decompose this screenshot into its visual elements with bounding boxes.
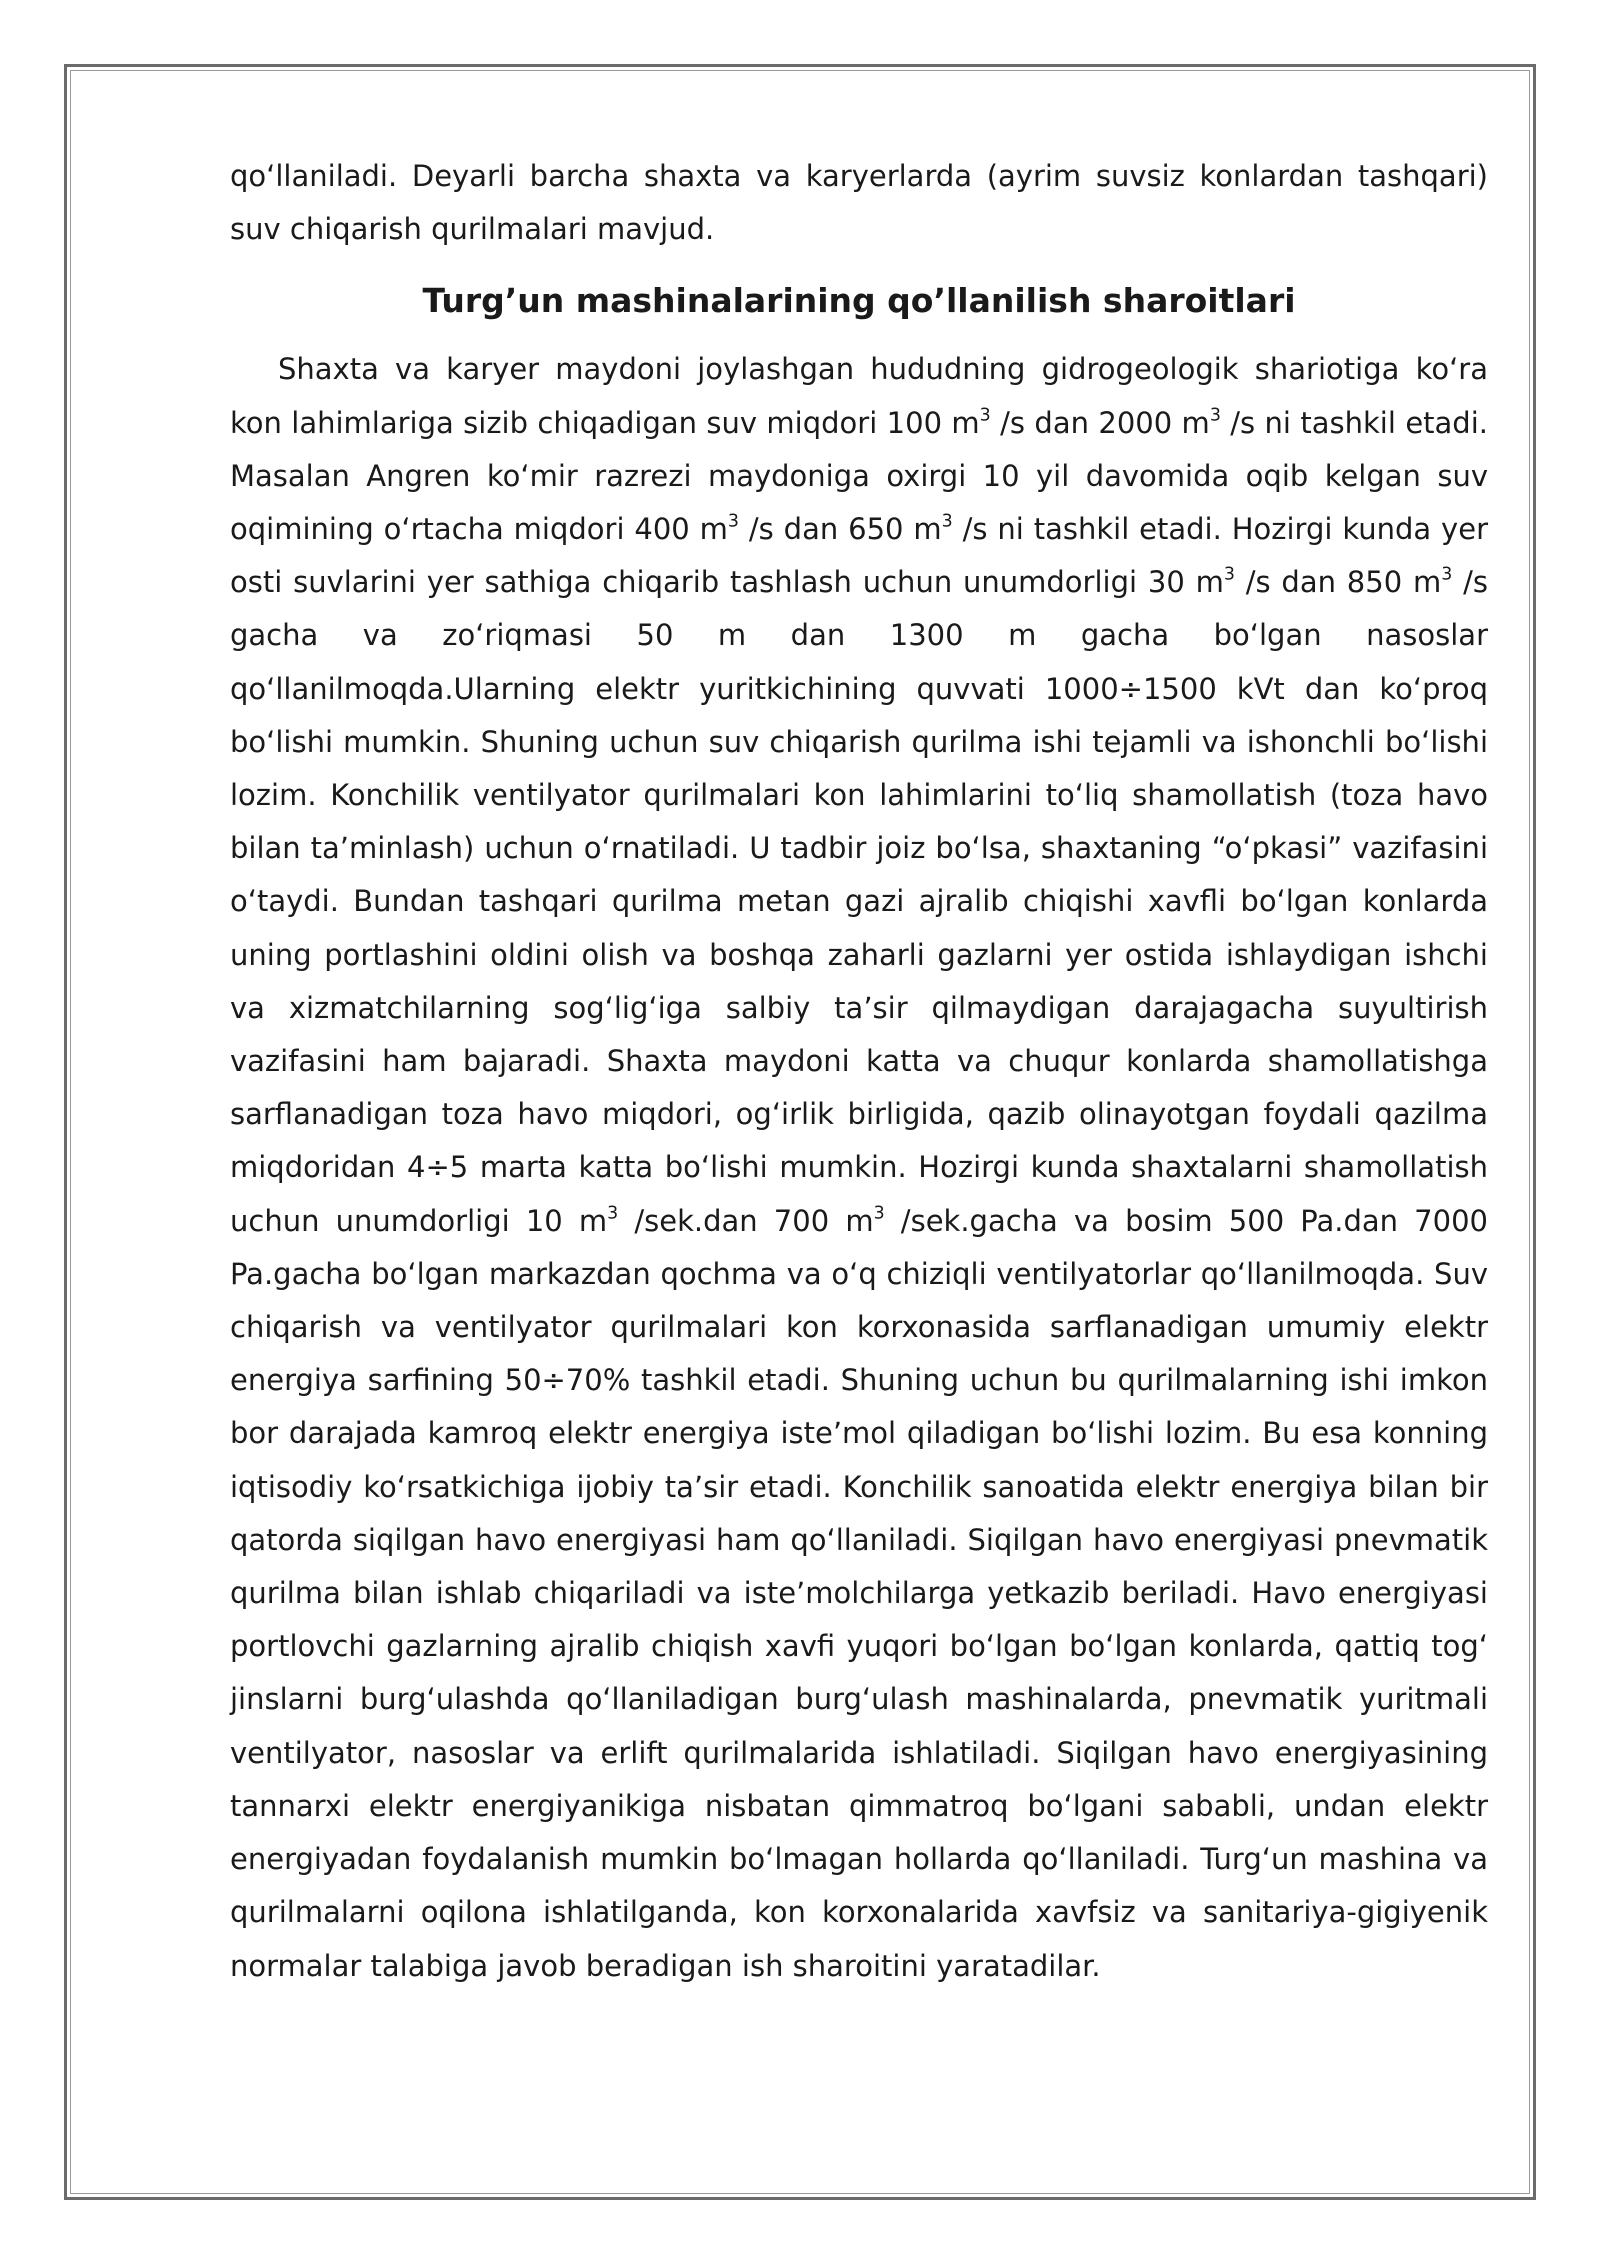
section-heading: Turg’un mashinalarining qo’llanilish sharoitlari bbox=[422, 281, 1296, 321]
superscript-3: 3 bbox=[1441, 564, 1453, 585]
main-paragraph: Shaxta va karyer maydoni joylashgan hududning gidrogeologik shariotiga koʻra kon lahimlariga sizib chiqadigan suv miqdori 100 $m^3$ /s dan 2000 $m^3$ /s ni tashkil etadi. Masalan Angren koʻmir razrezi maydoniga oxirgi 10 yil davomida oqib kelgan suv oqimining oʻrtacha miqdori 400 $m^3$ /s dan 650 $m^3$ /s ni tashkil etadi. Hozirgi kunda yer osti suvlarini yer sathiga chiqarib tashlash uchun unumdorligi 30 $m^3$ /s dan 850 $m^3$ /s gacha va zoʻriqmasi 50 m dan 1300 m gacha boʻlgan nasoslar qoʻllanilmoqda.Ularning elektr yuritkichining quvvati 1000÷1500 kVt dan koʻproq boʻlishi mumkin. Shuning uchun suv chiqarish qurilma ishi tejamli va ishonchli boʻlishi lozim. Konchilik ventilyator qurilmalari kon lahimlarini toʻliq shamollatish (toza havo bilan ta’minlash) uchun oʻrnatiladi. U tadbir joiz boʻlsa, shaxtaning “oʻpkasi” vazifasini oʻtaydi. Bundan tashqari qurilma metan gazi ajralib chiqishi xavfli boʻlgan konlarda uning portlashini oldini olish va boshqa zaharli gazlarni yer ostida ishlaydigan ishchi va xizmatchilarning sogʻligʻiga salbiy ta’sir qilmaydigan darajagacha suyultirish vazifasini ham bajaradi. Shaxta maydoni katta va chuqur konlarda shamollatishga sarflanadigan toza havo miqdori, ogʻirlik birligida, qazib olinayotgan foydali qazilma miqdoridan 4÷5 marta katta boʻlishi mumkin. Hozirgi kunda shaxtalarni shamollatish uchun unumdorligi 10 $m^3$ /sek.dan 700 $m^3$ /sek.gacha va bosim 500 Pa.dan 7000 Pa.gacha boʻlgan markazdan qochma va oʻq chiziqli ventilyatorlar qoʻllanilmoqda. Suv chiqarish va ventilyator qurilmalari kon korxonasida sarflanadigan umumiy elektr energiya sarfining 50÷70% tashkil etadi. Shuning uchun bu qurilmalarning ishi imkon bor darajada kamroq elektr energiya iste’mol qiladigan boʻlishi lozim. Bu esa konning iqtisodiy koʻrsatkichiga ijobiy ta’sir etadi. Konchilik sanoatida elektr energiya bilan bir qatorda siqilgan havo energiyasi ham qoʻllaniladi. Siqilgan havo energiyasi pnevmatik qurilma bilan ishlab chiqariladi va iste’molchilarga yetkazib beriladi. Havo energiyasi portlovchi gazlarning ajralib chiqish xavfi yuqori boʻlgan boʻlgan konlarda, qattiq togʻ jinslarni burgʻulashda qoʻllaniladigan burgʻulash mashinalarda, pnevmatik yuritmali ventilyator, nasoslar va erlift qurilmalarida ishlatiladi. Siqilgan havo energiyasining tannarxi elektr energiyanikiga nisbatan qimmatroq boʻlgani sababli, undan elektr energiyadan foydalanish mumkin boʻlmagan hollarda qoʻllaniladi. Turgʻun mashina va qurilmalarni oqilona ishlatilganda, kon korxonalarida xavfsiz va sanitariya-gigiyenik normalar talabiga javob beradigan ish sharoitini yaratadilar. bbox=[230, 352, 1488, 1983]
superscript-3: 3 bbox=[727, 511, 739, 532]
superscript-3: 3 bbox=[1223, 564, 1235, 585]
superscript-3: 3 bbox=[1209, 405, 1221, 426]
superscript-3: 3 bbox=[873, 1203, 885, 1224]
intro-paragraph: qoʻllaniladi. Deyarli barcha shaxta va karyerlarda (ayrim suvsiz konlardan tashqari) suv chiqarish qurilmalari mavjud. bbox=[230, 159, 1488, 247]
superscript-3: 3 bbox=[607, 1203, 619, 1224]
superscript-3: 3 bbox=[941, 511, 953, 532]
superscript-3: 3 bbox=[979, 405, 991, 426]
document-body bbox=[230, 150, 1488, 1993]
